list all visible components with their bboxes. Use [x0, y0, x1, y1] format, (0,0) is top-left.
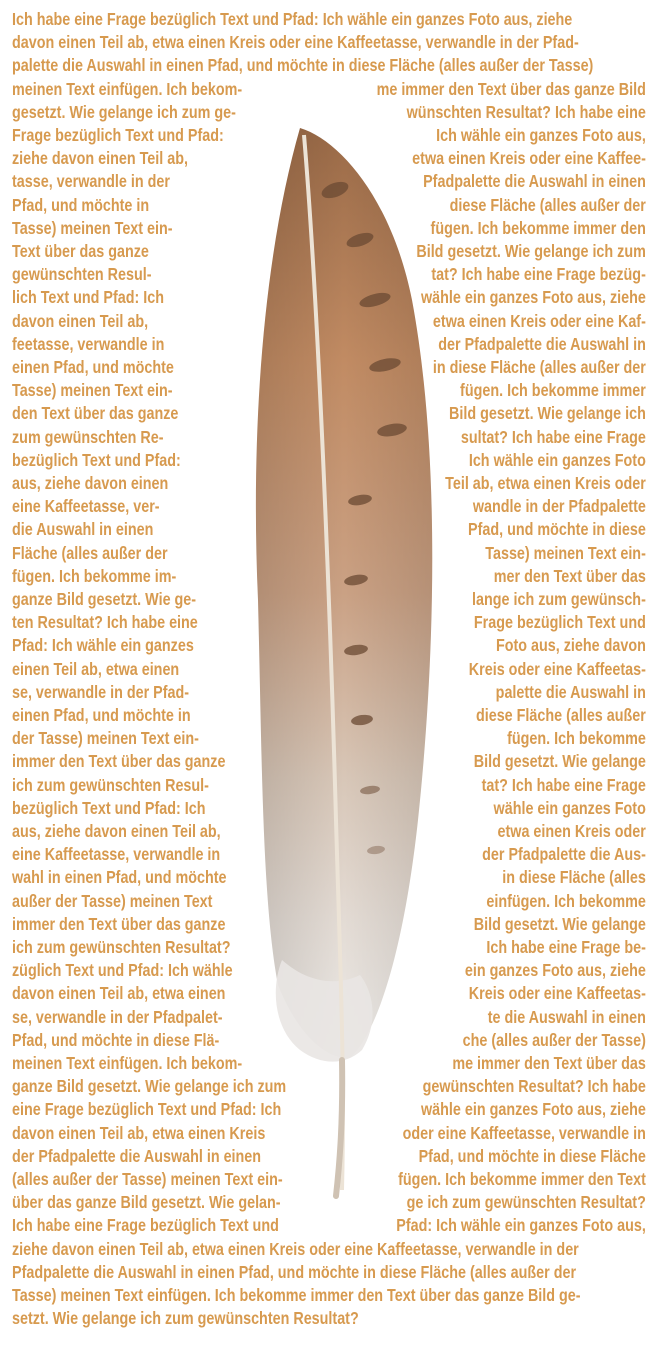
text-segment-right: Bild gesetzt. Wie gelange ich [449, 403, 646, 424]
text-segment-right: fügen. Ich bekomme immer den Text [398, 1169, 646, 1189]
text-segment-right: der Pfadpalette die Auswahl in [438, 333, 646, 354]
text-segment-left: davon einen Teil ab, [12, 310, 149, 331]
text-segment-right: ge ich zum gewünschten Resultat? [406, 1192, 646, 1213]
text-segment-left: gewünschten Resul- [12, 264, 152, 285]
text-segment-left: der Pfadpalette die Auswahl in einen [12, 1145, 262, 1166]
text-segment-right: Pfad, und möchte in diese [468, 519, 646, 540]
text-segment-right: Tasse) meinen Text ein- [485, 542, 646, 563]
text-segment-left: feetasse, verwandle in [12, 333, 165, 354]
text-segment-left: immer den Text über das ganze [12, 913, 226, 934]
text-segment: ziehe davon einen Teil ab, etwa einen Kreis oder eine Kaffeetasse, verwandle in der [12, 1238, 579, 1259]
text-segment-left: die Auswahl in einen [12, 519, 154, 540]
text-segment-right: der Pfadpalette die Aus- [482, 844, 646, 865]
text-segment-right: Pfad: Ich wähle ein ganzes Foto aus, [396, 1215, 646, 1236]
text-segment-left: eine Frage bezüglich Text und Pfad: Ich [12, 1099, 282, 1120]
text-segment-left: (alles außer der Tasse) meinen Text ein- [12, 1169, 283, 1189]
text-segment-left: zum gewünschten Re- [12, 426, 164, 447]
text-segment-left: aus, ziehe davon einen Teil ab, [12, 821, 221, 841]
text-segment: setzt. Wie gelange ich zum gewünschten Resultat? [12, 1308, 359, 1329]
text-segment-left: über das ganze Bild gesetzt. Wie gelan- [12, 1192, 281, 1213]
text-segment-left: gesetzt. Wie gelange ich zum ge- [12, 101, 236, 122]
text-segment-right: Pfadpalette die Auswahl in einen [423, 171, 646, 192]
text-segment-right: me immer den Text über das [452, 1053, 646, 1073]
text-segment-right: Kreis oder eine Kaffeetas- [468, 983, 646, 1004]
text-segment-right: sultat? Ich habe eine Frage [460, 426, 646, 447]
text-segment-left: Tasse) meinen Text ein- [12, 217, 173, 238]
text-segment-right: etwa einen Kreis oder eine Kaf- [432, 310, 646, 331]
text-segment-left: meinen Text einfügen. Ich bekom- [12, 1053, 243, 1073]
text-segment-right: palette die Auswahl in [495, 681, 646, 702]
text-segment-right: mer den Text über das [493, 565, 646, 586]
text-segment-left: davon einen Teil ab, etwa einen Kreis [12, 1122, 266, 1143]
text-segment-right: wähle ein ganzes Foto [493, 797, 646, 818]
text-segment-left: bezüglich Text und Pfad: Ich [12, 797, 206, 818]
text-segment-left: Text über das ganze [12, 241, 149, 261]
text-segment: Ich habe eine Frage bezüglich Text und Pfad: Ich wähle ein ganzes Foto aus, ziehe [12, 9, 573, 29]
text-segment-left: aus, ziehe davon einen [12, 473, 169, 493]
text-segment-right: te die Auswahl in einen [487, 1006, 646, 1027]
text-segment-left: den Text über das ganze [12, 403, 179, 424]
text-segment-left: Pfad, und möchte in diese Flä- [12, 1029, 220, 1050]
text-segment-left: ich zum gewünschten Resultat? [12, 937, 231, 957]
text-segment-left: lich Text und Pfad: Ich [12, 287, 165, 308]
text-segment-right: Bild gesetzt. Wie gelange ich zum [416, 241, 646, 261]
text-segment-left: Fläche (alles außer der [12, 542, 168, 563]
text-segment-left: davon einen Teil ab, etwa einen [12, 983, 226, 1004]
text-segment-left: wahl in einen Pfad, und möchte [12, 867, 227, 888]
text-segment-left: einen Teil ab, etwa einen [12, 658, 180, 679]
text-segment-right: Bild gesetzt. Wie gelange [473, 751, 646, 772]
text-segment-right: Frage bezüglich Text und [473, 612, 646, 633]
text-segment-left: einen Pfad, und möchte [12, 357, 174, 377]
text-segment-left: ich zum gewünschten Resul- [12, 774, 209, 795]
text-segment-right: me immer den Text über das ganze Bild [376, 78, 646, 99]
text-segment-right: einfügen. Ich bekomme [486, 890, 646, 911]
text-segment-left: ganze Bild gesetzt. Wie gelange ich zum [12, 1076, 287, 1097]
text-segment-right: oder eine Kaffeetasse, verwandle in [402, 1122, 646, 1143]
text-segment-left: eine Kaffeetasse, ver- [12, 496, 160, 517]
text-segment-left: züglich Text und Pfad: Ich wähle [12, 960, 233, 981]
text-segment-right: tat? Ich habe eine Frage bezüg- [431, 264, 646, 285]
text-segment-right: Foto aus, ziehe davon [495, 635, 646, 656]
text-segment-right: fügen. Ich bekomme [507, 728, 646, 749]
text-segment-right: etwa einen Kreis oder [497, 821, 646, 841]
text-segment-left: se, verwandle in der Pfad- [12, 681, 190, 702]
text-segment-left: einen Pfad, und möchte in [12, 705, 191, 725]
text-segment-left: bezüglich Text und Pfad: [12, 449, 181, 470]
text-segment-right: in diese Fläche (alles außer der [432, 357, 646, 377]
text-segment-left: der Tasse) meinen Text ein- [12, 728, 199, 749]
text-segment-left: meinen Text einfügen. Ich bekom- [12, 78, 243, 99]
text-segment-left: fügen. Ich bekomme im- [12, 565, 177, 586]
text-segment-right: wandle in der Pfadpalette [472, 496, 646, 517]
text-segment-right: wähle ein ganzes Foto aus, ziehe [420, 287, 646, 308]
text-segment-right: fügen. Ich bekomme immer [460, 380, 646, 401]
text-segment-right: lange ich zum gewünsch- [472, 589, 646, 609]
text-segment: Pfadpalette die Auswahl in einen Pfad, und möchte in diese Fläche (alles außer der [12, 1261, 577, 1282]
text-segment-right: ein ganzes Foto aus, ziehe [464, 960, 646, 981]
text-segment-right: tat? Ich habe eine Frage [481, 774, 646, 795]
text-segment-right: diese Fläche (alles außer der [449, 194, 646, 215]
text-segment-right: diese Fläche (alles außer [475, 705, 646, 725]
text-segment-left: Ich habe eine Frage bezüglich Text und [12, 1215, 279, 1236]
text-segment-right: fügen. Ich bekomme immer den [430, 217, 646, 238]
text-segment-left: immer den Text über das ganze [12, 751, 226, 772]
text-segment: Tasse) meinen Text einfügen. Ich bekomme immer den Text über das ganze Bild ge- [12, 1285, 581, 1305]
text-segment-right: in diese Fläche (alles [502, 867, 646, 888]
text-segment-left: tasse, verwandle in der [12, 171, 170, 192]
text-segment-right: wähle ein ganzes Foto aus, ziehe [420, 1099, 646, 1120]
text-segment-left: ten Resultat? Ich habe eine [12, 612, 198, 633]
text-segment-right: che (alles außer der Tasse) [462, 1029, 646, 1050]
text-segment-right: Ich wähle ein ganzes Foto aus, [436, 125, 646, 145]
text-segment-left: eine Kaffeetasse, verwandle in [12, 844, 221, 865]
text-segment-right: wünschten Resultat? Ich habe eine [406, 101, 646, 122]
text-segment-left: Pfad, und möchte in [12, 194, 150, 215]
text-segment: palette die Auswahl in einen Pfad, und möchte in diese Fläche (alles außer der Tasse) [12, 55, 594, 76]
text-segment-left: se, verwandle in der Pfadpalet- [12, 1006, 223, 1027]
text-segment-left: ganze Bild gesetzt. Wie ge- [12, 589, 197, 609]
text-segment-left: Pfad: Ich wähle ein ganzes [12, 635, 194, 656]
text-segment-right: Ich habe eine Frage be- [486, 937, 646, 957]
text-segment-right: Bild gesetzt. Wie gelange [473, 913, 646, 934]
text-segment-left: Frage bezüglich Text und Pfad: [12, 125, 224, 145]
text-segment-right: Pfad, und möchte in diese Fläche [418, 1145, 646, 1166]
text-segment-right: Kreis oder eine Kaffeetas- [468, 658, 646, 679]
text-segment-right: etwa einen Kreis oder eine Kaffee- [412, 148, 646, 169]
text-segment-right: Ich wähle ein ganzes Foto [468, 449, 646, 470]
text-segment-right: Teil ab, etwa einen Kreis oder [445, 473, 646, 493]
text-segment-left: außer der Tasse) meinen Text [12, 890, 213, 911]
text-segment: davon einen Teil ab, etwa einen Kreis oder eine Kaffeetasse, verwandle in der Pfad- [12, 32, 579, 53]
text-segment-left: Tasse) meinen Text ein- [12, 380, 173, 401]
text-segment-right: gewünschten Resultat? Ich habe [422, 1076, 646, 1097]
text-segment-left: ziehe davon einen Teil ab, [12, 148, 188, 169]
